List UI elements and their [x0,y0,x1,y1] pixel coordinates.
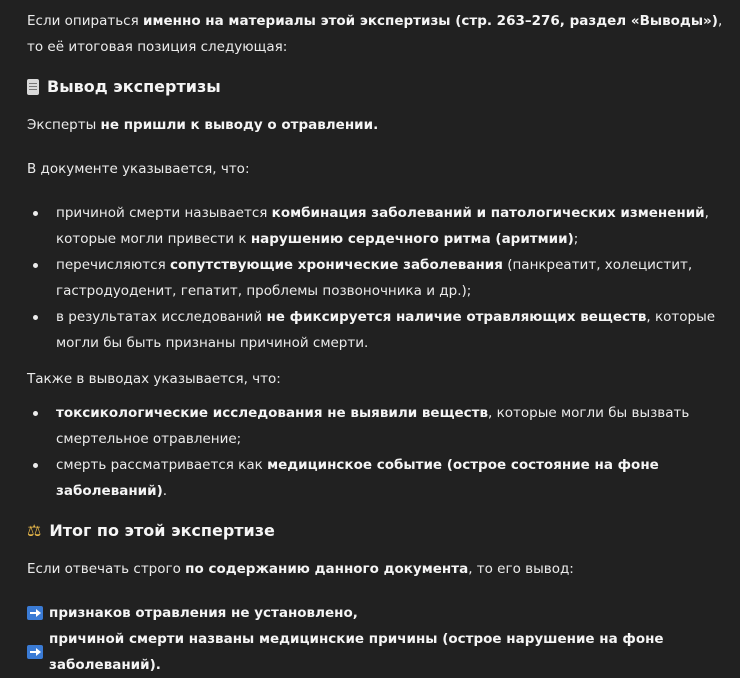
conclusion-line [27,600,727,626]
list-item [27,304,727,356]
answer-text-end: , то его вывод: [468,561,574,577]
intro-text-end: , то её итоговая позиция следующая: [27,13,723,55]
conclusion-text: причиной смерти названы медицинские причины (острое нарушение на фоне заболеваний). [49,631,664,673]
conclusions-list [27,400,727,504]
section-title: Итог по этой экспертизе [49,521,275,540]
section-title: Вывод экспертизы [47,77,221,96]
item-text: смерть рассматривается как [56,457,268,473]
intro-bold: именно на материалы этой экспертизы (стр. 263–276, раздел «Выводы») [143,13,718,29]
item-text: . [162,483,168,499]
conclusion-text: признаков отравления не установлено, [49,605,358,621]
list-item [27,452,727,504]
statement-bold: не пришли к выводу о отравлении. [100,117,379,133]
item-bold: медицинское событие (острое состояние на фоне заболеваний) [56,457,659,499]
item-bold: нарушению сердечного ритма (аритмии) [250,231,574,247]
item-bold: не фиксируется наличие отравляющих веществ [266,309,647,325]
section-heading-summary [27,518,727,544]
section-heading-conclusion [27,74,727,100]
list-item [27,252,727,304]
intro-paragraph [27,8,727,60]
item-text: в результатах исследований [56,309,267,325]
findings-list [27,200,727,356]
item-bold: токсикологические исследования не выявили веществ [56,405,489,421]
also-paragraph: Также в выводах указывается, что: [27,371,281,387]
item-bold: комбинация заболеваний и патологических изменений [271,205,705,221]
list-item [27,200,727,252]
item-text: , которые могли бы быть признаны причиной смерти. [56,309,716,351]
answer-text: Если отвечать строго [27,561,186,577]
item-text: (панкреатит, холецистит, гастродуоденит, гепатит, проблемы позвоночника и др.); [56,257,693,299]
intro-text: Если опираться [27,13,144,29]
arrow-right-icon [27,606,43,620]
item-bold: сопутствующие хронические заболевания [170,257,503,273]
assistant-message [27,8,727,678]
list-item [27,400,727,452]
doc-says-paragraph: В документе указывается, что: [27,161,250,177]
item-text: перечисляются [56,257,170,273]
arrow-right-icon [27,645,43,659]
conclusion-line [27,626,727,678]
scales-icon: ⚖ [27,521,42,540]
answer-paragraph [27,556,727,582]
item-text: , которые могли бы вызвать смертельное отравление; [56,405,690,447]
item-text: причиной смерти называется [56,205,272,221]
item-text: , которые могли привести к [56,205,709,247]
scroll-icon [27,79,39,95]
statement-text: Эксперты [27,117,101,133]
answer-bold: по содержанию данного документа [185,561,469,577]
statement-paragraph [27,112,727,138]
item-text: ; [573,231,579,247]
